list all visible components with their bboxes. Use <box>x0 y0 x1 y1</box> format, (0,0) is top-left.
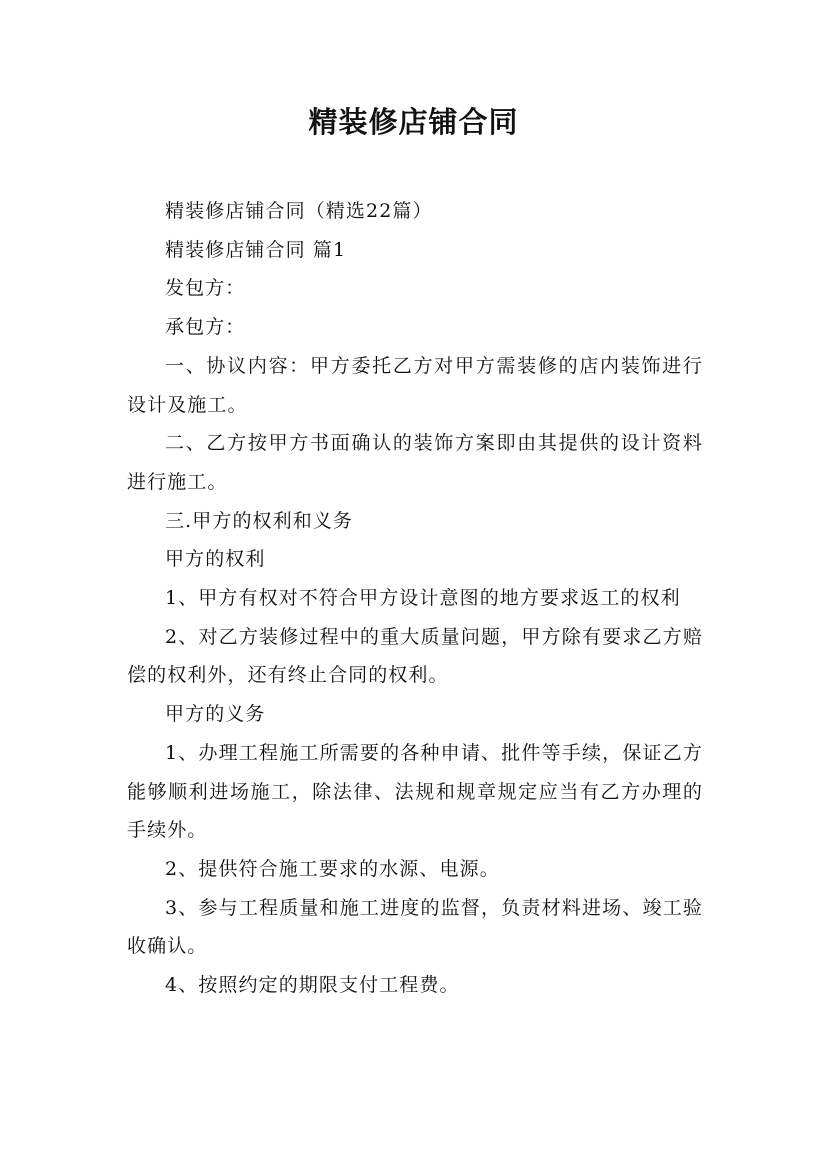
document-body <box>127 192 703 1005</box>
paragraph-clause-3-heading: 三.甲方的权利和义务 <box>165 509 354 532</box>
paragraph-obligations-heading: 甲方的义务 <box>165 703 266 726</box>
paragraph-contracted-party: 承包方： <box>165 316 246 339</box>
paragraph-obligation-3: 3、参与工程质量和施工进度的监督，负责材料进场、竣工验收确认。 <box>127 896 703 958</box>
paragraph-section-heading: 精装修店铺合同 篇1 <box>165 238 347 261</box>
paragraph-clause-2: 二、乙方按甲方书面确认的装饰方案即由其提供的设计资料进行施工。 <box>127 432 703 493</box>
paragraph-rights-heading: 甲方的权利 <box>165 548 266 571</box>
paragraph-obligation-1: 1、办理工程施工所需要的各种申请、批件等手续，保证乙方能够顺利进场施工，除法律、法规和规章规定应当有乙方办理的手续外。 <box>127 741 703 842</box>
document-title: 精装修店铺合同 <box>308 105 519 139</box>
paragraph-clause-1: 一、协议内容：甲方委托乙方对甲方需装修的店内装饰进行设计及施工。 <box>127 354 703 416</box>
paragraph-contractor-party: 发包方： <box>165 277 246 300</box>
paragraph-subtitle: 精装修店铺合同（精选22篇） <box>165 200 433 222</box>
paragraph-obligation-4: 4、按照约定的期限支付工程费。 <box>165 974 460 997</box>
paragraph-obligation-2: 2、提供符合施工要求的水源、电源。 <box>165 857 500 880</box>
paragraph-right-1: 1、甲方有权对不符合甲方设计意图的地方要求返工的权利 <box>165 587 681 610</box>
paragraph-right-2: 2、对乙方装修过程中的重大质量问题，甲方除有要求乙方赔偿的权利外，还有终止合同的权利。 <box>127 625 703 687</box>
